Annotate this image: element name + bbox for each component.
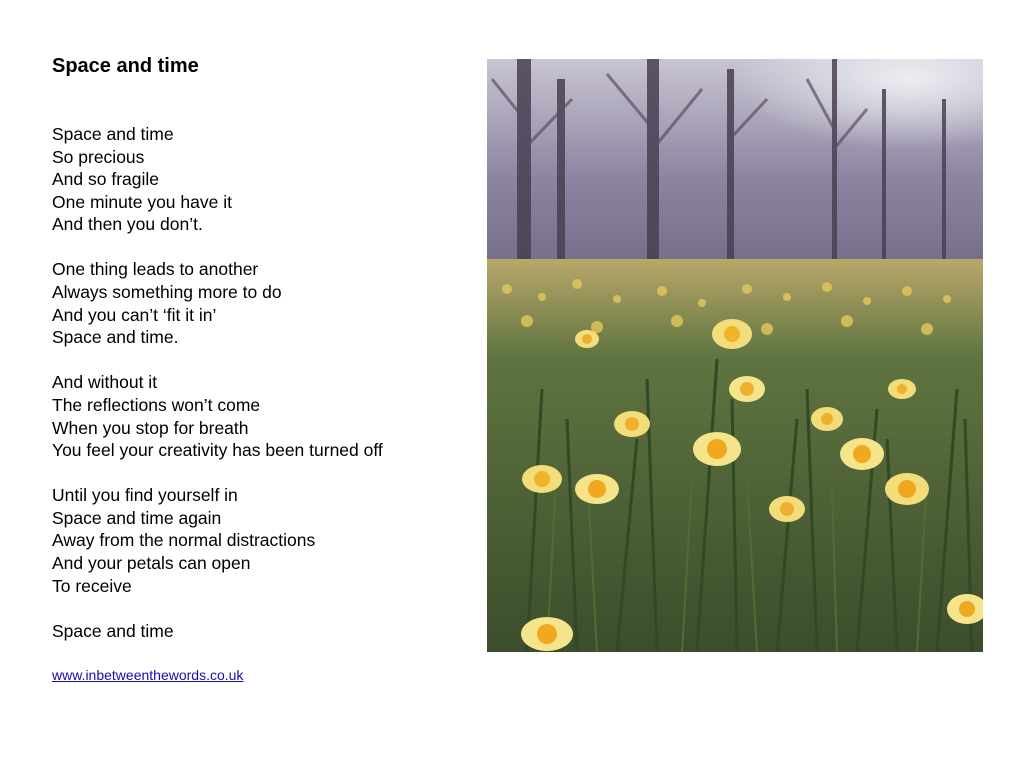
daffodils-illustration (487, 59, 983, 652)
stanza-2 (52, 258, 452, 348)
poem-line: And your petals can open (52, 553, 251, 573)
poem-line: Space and time (52, 124, 174, 144)
poem-line: Until you find yourself in (52, 485, 238, 506)
poem-line: And then you don’t. (52, 214, 203, 235)
stanza-5 (52, 620, 452, 643)
poem-line: Always something more to do (52, 282, 282, 303)
poem-line: One thing leads to another (52, 259, 259, 280)
poem-line: And without it (52, 372, 158, 393)
poem-line: The reflections won’t come (52, 394, 261, 415)
poem-line: Space and time (52, 620, 174, 641)
poem-line: When you stop for breath (52, 417, 249, 438)
poem (52, 123, 452, 665)
stanza-4 (52, 484, 452, 597)
page-title: Space and time (52, 55, 199, 77)
poem-line: Space and time again (52, 507, 222, 528)
stanza-1 (52, 123, 452, 236)
poem-line: Space and time. (52, 327, 179, 348)
poem-line: One minute you have it (52, 191, 232, 212)
poem-line: And so fragile (52, 169, 160, 190)
poem-line: You feel your creativity has been turned off (52, 440, 383, 461)
website-link[interactable]: www.inbetweenthewords.co.uk (52, 667, 244, 683)
poem-line: And you can’t ‘fit it in’ (52, 304, 217, 325)
daffodils-photo (487, 59, 983, 652)
poem-line: So precious (52, 146, 145, 167)
poem-line: To receive (52, 575, 132, 596)
poem-line: Away from the normal distractions (52, 530, 316, 551)
stanza-3 (52, 371, 452, 461)
